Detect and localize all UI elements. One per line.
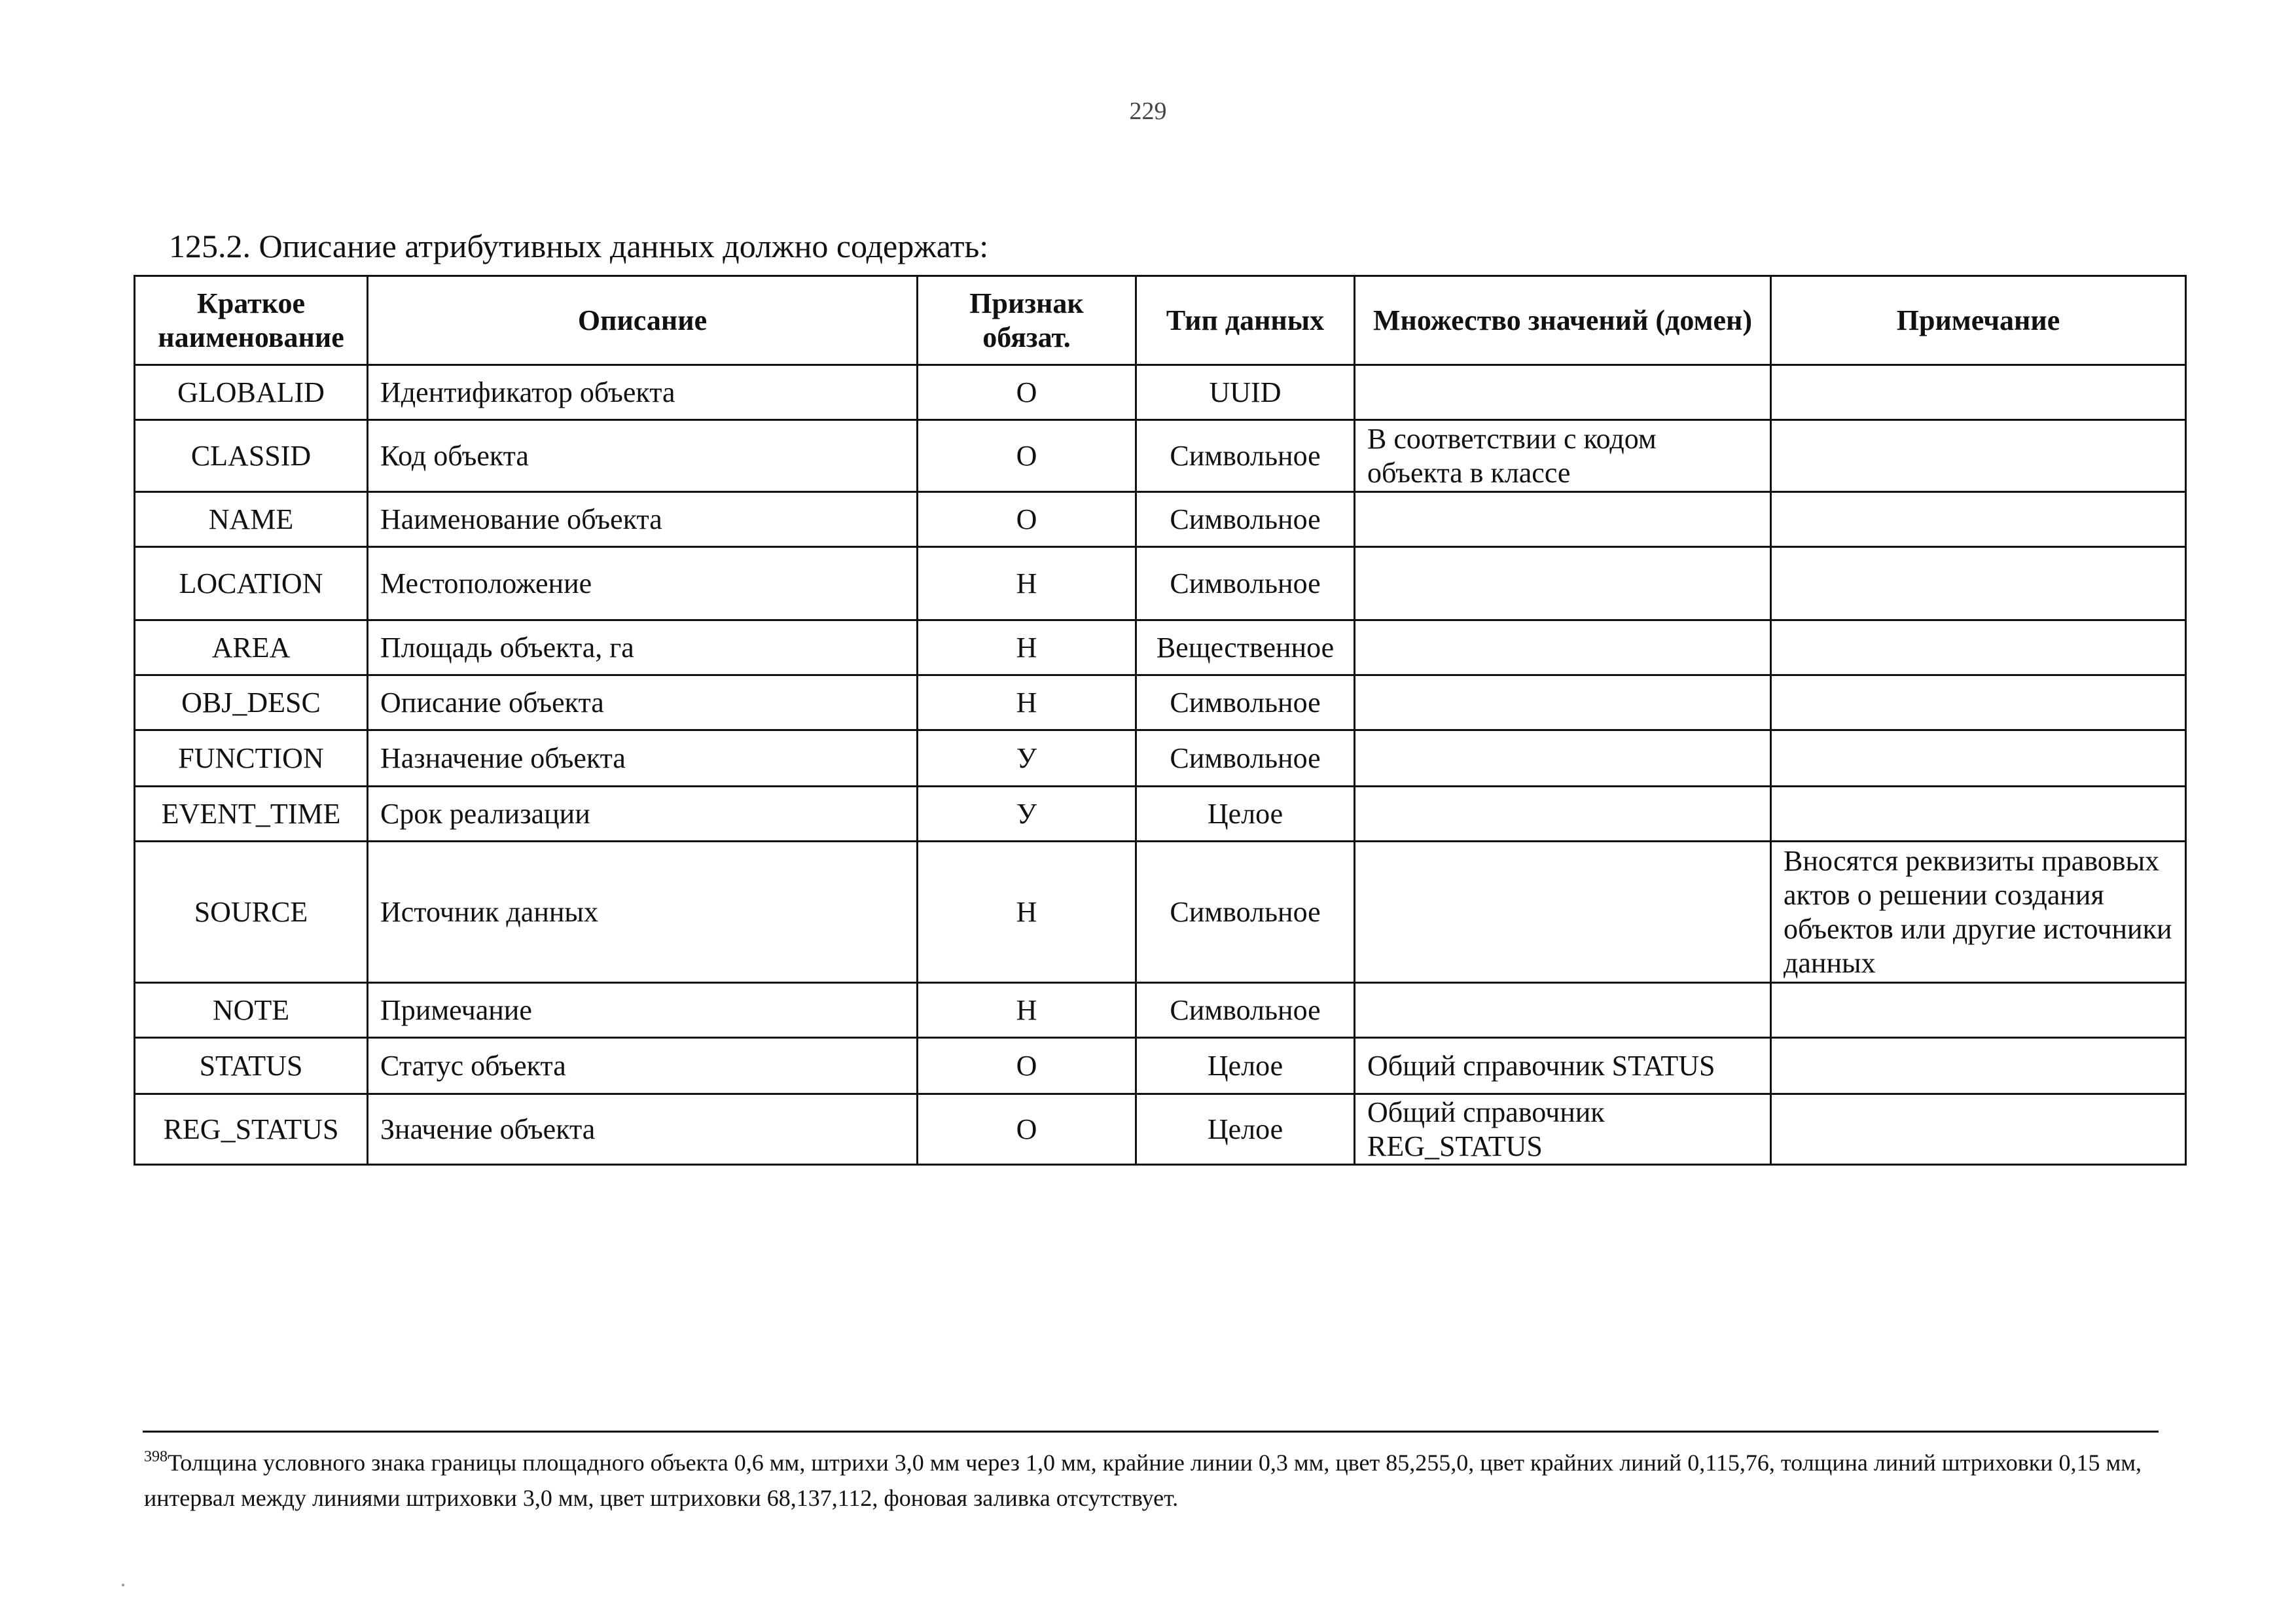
cell-data-type: Целое [1136, 787, 1355, 842]
table-row [135, 620, 2186, 675]
cell-short-name: OBJ_DESC [135, 675, 368, 730]
cell-note [1771, 492, 2186, 547]
cell-note [1771, 620, 2186, 675]
header-note: Примечание [1771, 276, 2186, 365]
cell-data-type: Символьное [1136, 675, 1355, 730]
cell-value-domain [1355, 492, 1771, 547]
cell-mandatory-flag: У [918, 787, 1136, 842]
table-row [135, 365, 2186, 420]
cell-value-domain [1355, 842, 1771, 983]
cell-data-type: Символьное [1136, 547, 1355, 620]
cell-short-name: REG_STATUS [135, 1094, 368, 1165]
cell-description: Площадь объекта, га [368, 620, 918, 675]
cell-data-type: Символьное [1136, 492, 1355, 547]
cell-short-name: FUNCTION [135, 730, 368, 787]
cell-data-type: Символьное [1136, 842, 1355, 983]
footnote-separator [143, 1431, 2159, 1433]
table-row [135, 983, 2186, 1038]
table-row [135, 1038, 2186, 1094]
cell-mandatory-flag: Н [918, 675, 1136, 730]
table-header-row [135, 276, 2186, 365]
table-body [135, 365, 2186, 1165]
cell-data-type: Символьное [1136, 983, 1355, 1038]
cell-description: Код объекта [368, 420, 918, 492]
cell-description: Значение объекта [368, 1094, 918, 1165]
scan-speck [122, 1584, 124, 1586]
section-heading: 125.2. Описание атрибутивных данных должно содержать: [169, 228, 989, 264]
cell-short-name: EVENT_TIME [135, 787, 368, 842]
cell-note [1771, 1094, 2186, 1165]
cell-short-name: GLOBALID [135, 365, 368, 420]
cell-note [1771, 420, 2186, 492]
cell-mandatory-flag: Н [918, 620, 1136, 675]
cell-value-domain [1355, 983, 1771, 1038]
cell-value-domain: В соответствии с кодом объекта в классе [1355, 420, 1771, 492]
cell-short-name: NAME [135, 492, 368, 547]
cell-description: Наименование объекта [368, 492, 918, 547]
header-value-domain: Множество значений (домен) [1355, 276, 1771, 365]
table-row [135, 1094, 2186, 1165]
table-row [135, 675, 2186, 730]
header-description: Описание [368, 276, 918, 365]
table-row [135, 842, 2186, 983]
header-data-type: Тип данных [1136, 276, 1355, 365]
cell-data-type: Символьное [1136, 730, 1355, 787]
cell-mandatory-flag: Н [918, 983, 1136, 1038]
cell-value-domain [1355, 675, 1771, 730]
cell-data-type: UUID [1136, 365, 1355, 420]
cell-note [1771, 547, 2186, 620]
cell-short-name: CLASSID [135, 420, 368, 492]
footnote-number: 398 [144, 1448, 168, 1465]
cell-description: Источник данных [368, 842, 918, 983]
cell-short-name: STATUS [135, 1038, 368, 1094]
table-row [135, 492, 2186, 547]
cell-note: Вносятся реквизиты правовых актов о решении создания объектов или другие источники данных [1771, 842, 2186, 983]
cell-value-domain: Общий справочник STATUS [1355, 1038, 1771, 1094]
cell-short-name: SOURCE [135, 842, 368, 983]
cell-mandatory-flag: О [918, 1094, 1136, 1165]
cell-description: Описание объекта [368, 675, 918, 730]
footnote-text: Толщина условного знака границы площадного объекта 0,6 мм, штрихи 3,0 мм через 1,0 мм, крайние линии 0,3 мм, цвет 85,255,0, цвет крайних линий 0,115,76, толщина линий штриховки 0,15 мм, интервал между линиями штриховки 3,0 мм, цвет штриховки 68,137,112, фоновая заливка отсутствует. [144, 1450, 2142, 1511]
cell-short-name: NOTE [135, 983, 368, 1038]
header-mandatory-flag: Признак обязат. [918, 276, 1136, 365]
cell-value-domain [1355, 365, 1771, 420]
cell-short-name: LOCATION [135, 547, 368, 620]
cell-description: Идентификатор объекта [368, 365, 918, 420]
cell-note [1771, 365, 2186, 420]
header-short-name: Краткое наименование [135, 276, 368, 365]
table-row [135, 787, 2186, 842]
cell-note [1771, 1038, 2186, 1094]
cell-mandatory-flag: О [918, 1038, 1136, 1094]
cell-note [1771, 787, 2186, 842]
page-number: 229 [1129, 98, 1167, 125]
cell-value-domain [1355, 547, 1771, 620]
cell-value-domain [1355, 787, 1771, 842]
cell-data-type: Вещественное [1136, 620, 1355, 675]
cell-note [1771, 983, 2186, 1038]
cell-short-name: AREA [135, 620, 368, 675]
cell-description: Срок реализации [368, 787, 918, 842]
cell-data-type: Целое [1136, 1094, 1355, 1165]
cell-description: Примечание [368, 983, 918, 1038]
cell-description: Назначение объекта [368, 730, 918, 787]
table-row [135, 420, 2186, 492]
footnote [144, 1445, 2147, 1516]
cell-data-type: Целое [1136, 1038, 1355, 1094]
cell-value-domain [1355, 730, 1771, 787]
cell-value-domain: Общий справочник REG_STATUS [1355, 1094, 1771, 1165]
cell-mandatory-flag: Н [918, 547, 1136, 620]
cell-description: Статус объекта [368, 1038, 918, 1094]
cell-mandatory-flag: О [918, 492, 1136, 547]
cell-description: Местоположение [368, 547, 918, 620]
cell-note [1771, 730, 2186, 787]
cell-mandatory-flag: У [918, 730, 1136, 787]
attributes-table [134, 275, 2187, 1166]
cell-note [1771, 675, 2186, 730]
cell-mandatory-flag: О [918, 420, 1136, 492]
table-row [135, 547, 2186, 620]
cell-value-domain [1355, 620, 1771, 675]
cell-data-type: Символьное [1136, 420, 1355, 492]
cell-mandatory-flag: Н [918, 842, 1136, 983]
table-row [135, 730, 2186, 787]
cell-mandatory-flag: О [918, 365, 1136, 420]
